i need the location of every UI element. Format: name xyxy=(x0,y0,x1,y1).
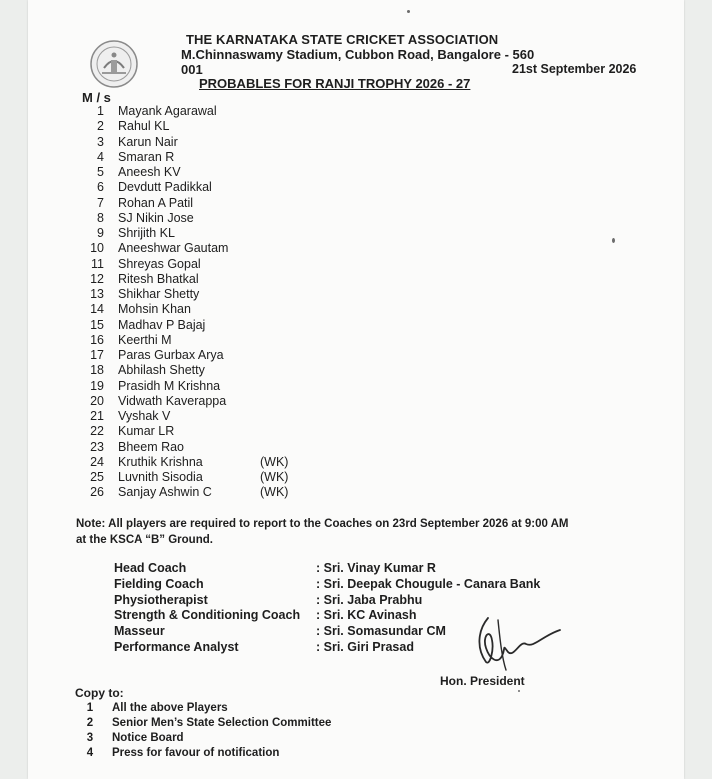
note xyxy=(76,517,636,548)
player-number: 10 xyxy=(90,241,104,256)
paper-speck xyxy=(612,238,615,243)
player-name: Kruthik Krishna xyxy=(118,454,203,469)
player-name: Shikhar Shetty xyxy=(118,287,200,301)
paper-speck xyxy=(518,690,520,692)
player-row xyxy=(82,379,322,394)
wicketkeeper-tag: (WK) xyxy=(260,485,289,500)
staff-name: : Sri. KC Avinash xyxy=(316,608,417,623)
staff-name: : Sri. Deepak Chougule - Canara Bank xyxy=(316,576,541,591)
wicketkeeper-tag: (WK) xyxy=(260,470,289,484)
player-row xyxy=(82,440,322,455)
player-row xyxy=(82,318,322,333)
player-row xyxy=(82,302,322,317)
player-row xyxy=(82,287,322,302)
player-row xyxy=(82,196,322,211)
player-name: Shreyas Gopal xyxy=(118,256,201,271)
player-row xyxy=(82,150,322,165)
player-number: 2 xyxy=(97,119,104,134)
player-number: 24 xyxy=(90,454,104,469)
staff-role: Masseur xyxy=(114,624,165,639)
document-title: PROBABLES FOR RANJI TROPHY 2026 - 27 xyxy=(199,76,471,91)
note-line-2: at the KSCA “B” Ground. xyxy=(76,533,213,546)
signatory-title: Hon. President xyxy=(440,674,525,688)
player-name: Paras Gurbax Arya xyxy=(118,348,224,362)
player-number: 14 xyxy=(90,302,104,317)
player-name: Vyshak V xyxy=(118,409,171,423)
player-number: 11 xyxy=(91,256,104,271)
copy-to-number: 3 xyxy=(86,732,94,744)
player-name: Devdutt Padikkal xyxy=(118,180,212,195)
player-row xyxy=(82,135,322,150)
note-line-1: Note: All players are required to report to the Coaches on 23rd September 2026 at 9:00 AM xyxy=(76,518,569,530)
staff-role: Strength & Conditioning Coach xyxy=(114,608,301,623)
player-number: 5 xyxy=(97,165,104,179)
player-name: Aneesh KV xyxy=(118,165,181,179)
document-date: 21st September 2026 xyxy=(512,62,637,76)
copy-to-number: 1 xyxy=(86,702,94,714)
player-name: Mohsin Khan xyxy=(118,302,191,317)
copy-to-text: Press for favour of notification xyxy=(112,747,280,759)
player-name: Aneeshwar Gautam xyxy=(118,241,229,256)
wicketkeeper-tag: (WK) xyxy=(260,454,289,469)
staff-role: Head Coach xyxy=(114,561,187,575)
player-number: 15 xyxy=(90,317,104,332)
player-name: Madhav P Bajaj xyxy=(118,317,206,332)
copy-to-number: 4 xyxy=(86,747,94,759)
signature-image xyxy=(468,600,568,680)
player-row xyxy=(82,241,322,256)
staff-role: Performance Analyst xyxy=(114,640,239,654)
player-number: 8 xyxy=(97,210,104,225)
player-row xyxy=(82,226,322,241)
player-name: Keerthi M xyxy=(118,332,172,347)
staff-role: Fielding Coach xyxy=(114,576,204,591)
player-number: 26 xyxy=(90,485,104,500)
player-name: Sanjay Ashwin C xyxy=(118,485,212,500)
paper-speck xyxy=(407,10,410,13)
player-name: Abhilash Shetty xyxy=(118,363,205,378)
player-row xyxy=(82,165,322,180)
player-row xyxy=(82,394,322,409)
player-name: Prasidh M Krishna xyxy=(118,378,221,393)
staff-name: : Sri. Vinay Kumar R xyxy=(316,561,436,575)
player-row xyxy=(82,104,322,119)
player-name: Mayank Agarawal xyxy=(118,104,217,118)
player-row xyxy=(82,272,322,287)
player-number: 6 xyxy=(97,180,104,195)
player-number: 19 xyxy=(90,378,104,393)
player-number: 1 xyxy=(97,104,104,118)
staff-name: : Sri. Somasundar CM xyxy=(316,624,446,639)
player-row xyxy=(82,119,322,134)
player-name: Rohan A Patil xyxy=(118,195,194,210)
player-row xyxy=(82,424,322,439)
player-name: Luvnith Sisodia xyxy=(118,470,203,484)
player-row xyxy=(82,333,322,348)
player-number: 23 xyxy=(90,439,104,454)
player-row xyxy=(82,455,322,470)
player-row xyxy=(82,211,322,226)
player-name: Kumar LR xyxy=(118,424,175,439)
player-row xyxy=(82,363,322,378)
copy-to-text: Notice Board xyxy=(112,732,184,744)
player-name: Smaran R xyxy=(118,149,175,164)
staff-name: : Sri. Jaba Prabhu xyxy=(316,592,423,607)
staff-role: Physiotherapist xyxy=(114,592,208,607)
copy-to-label: Copy to: xyxy=(75,686,124,700)
player-number: 7 xyxy=(97,195,104,210)
player-row xyxy=(82,348,322,363)
player-row xyxy=(82,470,322,485)
ksca-seal-icon xyxy=(90,40,138,88)
player-number: 21 xyxy=(90,409,104,423)
player-number: 20 xyxy=(90,393,104,408)
player-number: 12 xyxy=(90,271,104,286)
player-number: 3 xyxy=(97,134,104,149)
player-name: Ritesh Bhatkal xyxy=(118,271,199,286)
organization-address: M.Chinnaswamy Stadium, Cubbon Road, Bangalore - 560 001 xyxy=(181,47,535,77)
player-number: 16 xyxy=(90,332,104,347)
player-name: SJ Nikin Jose xyxy=(118,210,194,225)
copy-to-number: 2 xyxy=(86,717,94,729)
copy-to-text: All the above Players xyxy=(112,702,228,714)
player-number: 13 xyxy=(90,287,104,301)
player-number: 22 xyxy=(90,424,104,439)
player-row xyxy=(82,257,322,272)
player-row xyxy=(82,409,322,424)
player-number: 25 xyxy=(90,470,104,484)
player-number: 9 xyxy=(97,226,104,240)
player-name: Shrijith KL xyxy=(118,226,175,240)
player-number: 18 xyxy=(90,363,104,378)
player-name: Bheem Rao xyxy=(118,439,185,454)
copy-to-text: Senior Men’s State Selection Committee xyxy=(112,717,332,729)
organization-name: THE KARNATAKA STATE CRICKET ASSOCIATION xyxy=(186,32,499,47)
staff-name: : Sri. Giri Prasad xyxy=(316,640,414,654)
player-row xyxy=(82,180,322,195)
list-label: M / s xyxy=(82,90,111,105)
player-name: Vidwath Kaverappa xyxy=(118,393,227,408)
player-name: Rahul KL xyxy=(118,119,170,134)
player-number: 4 xyxy=(97,149,104,164)
player-row xyxy=(82,485,322,500)
player-number: 17 xyxy=(90,348,104,362)
player-name: Karun Nair xyxy=(118,134,178,149)
